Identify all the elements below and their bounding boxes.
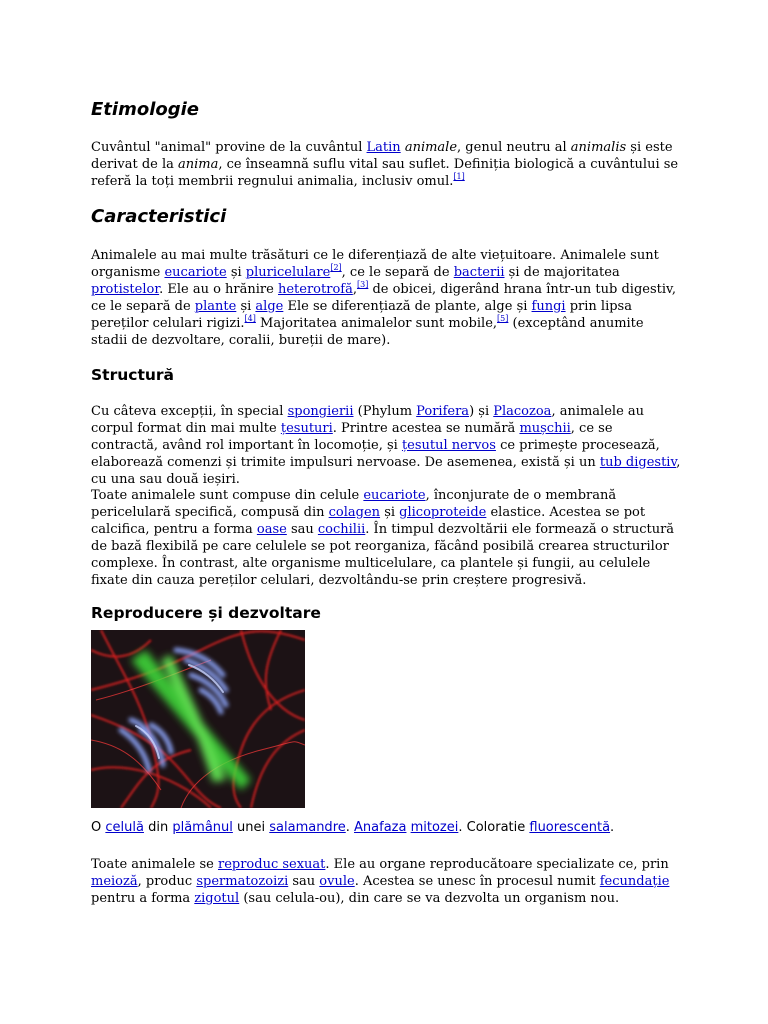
text: O <box>91 820 106 835</box>
link-protistelor[interactable]: protistelor <box>91 281 160 297</box>
heading-etimologie: Etimologie <box>91 99 199 120</box>
text: Toate animalele se <box>91 857 218 872</box>
link-pluricelulare[interactable]: pluricelulare <box>245 264 331 280</box>
text: Cuvântul "animal" provine de la cuvântul <box>91 140 367 155</box>
link-salamandre[interactable]: salamandre <box>269 820 346 835</box>
link-latin[interactable]: Latin <box>366 140 401 155</box>
text: și este derivat de la <box>91 140 673 172</box>
text: , ce se contractă, având rol important în locomoție, și <box>91 420 613 453</box>
term-animalis: animalis <box>570 140 627 155</box>
text: (exceptând anumite stadii de dezvoltare, coralii, bureții de mare). <box>91 315 644 348</box>
paragraph-reproducere <box>91 857 681 908</box>
link-fluorescenta[interactable]: fluorescentă <box>529 820 611 835</box>
citation-link[interactable]: [2] <box>330 262 342 272</box>
link-tesuturi[interactable]: țesuturi <box>280 420 333 436</box>
fluorescent-micrograph <box>91 630 305 808</box>
text: , ce înseamnă suflu vital sau suflet. Definiția biologică a cuvântului se referă la toți membrii regnului animalia, inclusiv omul. <box>91 156 679 189</box>
citation-link[interactable]: [1] <box>453 171 465 181</box>
citation-link[interactable]: [3] <box>356 279 369 289</box>
link-ovule[interactable]: ovule <box>319 873 355 889</box>
link-tesutul-nervos[interactable]: țesutul nervos <box>401 437 496 453</box>
text: (Phylum <box>353 404 417 419</box>
link-zigotul[interactable]: zigotul <box>194 890 240 906</box>
link-plamanul[interactable]: plămânul <box>172 820 233 835</box>
text: . În timpul dezvoltării ele formează o structură de bază flexibilă pe care celulele se pot reorganiza, făcând posibilă crearea structurilor complexe. În contrast, alte organisme multicelulare, ca plantele și fungii, au celulele fixate din cauza pereților celulari, dezvoltându-se prin creștere progresivă. <box>91 521 675 588</box>
fluorescent-cell-image <box>91 630 305 808</box>
text: , genul neutru al <box>457 140 571 155</box>
text: prin lipsa pereților celulari rigizi. <box>91 298 632 331</box>
link-eucariote-2[interactable]: eucariote <box>363 488 426 503</box>
text: , <box>352 281 357 297</box>
text: ) și <box>469 404 494 419</box>
text: , cu una sau două ieșiri. <box>91 454 681 487</box>
text: (sau celula-ou), din care se va dezvolta un organism nou. <box>239 890 620 906</box>
text: și de majoritatea <box>504 264 620 280</box>
paragraph-structura-1 <box>91 404 681 489</box>
text: . Coloratie <box>458 820 530 835</box>
link-celula[interactable]: celulă <box>105 820 144 835</box>
text: Majoritatea animalelor sunt mobile, <box>255 315 498 331</box>
link-plante[interactable]: plante <box>194 298 237 314</box>
text: și <box>226 264 246 280</box>
paragraph-etimologie <box>91 140 681 191</box>
text: pentru a forma <box>91 890 195 906</box>
link-porifera[interactable]: Porifera <box>416 404 470 419</box>
text: , animalele au corpul format din mai multe <box>91 404 645 436</box>
link-fecundatie[interactable]: fecundație <box>599 873 670 889</box>
text: și <box>236 298 256 314</box>
link-glicoproteide[interactable]: glicoproteide <box>399 504 487 520</box>
link-colagen[interactable]: colagen <box>328 504 381 520</box>
citation-link[interactable]: [5] <box>497 313 509 323</box>
text: sau <box>286 521 318 537</box>
text: , înconjurate de o membrană pericelulară specifică, compusă din <box>91 488 617 520</box>
citation-link[interactable]: [4] <box>244 313 256 323</box>
link-placozoa[interactable]: Placozoa <box>493 404 552 419</box>
link-anafaza[interactable]: Anafaza <box>354 820 407 835</box>
paragraph-caracteristici <box>91 248 681 349</box>
text: . Ele au o hrănire <box>159 281 278 297</box>
text: unei <box>232 820 270 835</box>
link-spermatozoizi[interactable]: spermatozoizi <box>196 873 289 889</box>
text: Cu câteva excepții, în special <box>91 404 288 419</box>
text: Animalele au mai multe trăsături ce le diferențiază de alte viețuitoare. Animalele sunt organisme <box>91 248 659 280</box>
link-heterotrofa[interactable]: heterotrofă <box>277 281 353 297</box>
text: și <box>380 504 400 520</box>
text: Toate animalele sunt compuse din celule <box>91 488 364 503</box>
text: . Printre acestea se numără <box>332 420 520 436</box>
link-spongierii[interactable]: spongierii <box>287 404 354 419</box>
link-fungi[interactable]: fungi <box>531 298 566 314</box>
figure-caption <box>91 820 691 836</box>
link-meioza[interactable]: meioză <box>91 873 138 889</box>
link-mitozei[interactable]: mitozei <box>410 820 459 835</box>
text: . <box>345 820 355 835</box>
text: elastice. Acestea se pot calcifica, pentru a forma <box>91 504 646 537</box>
link-muschii[interactable]: mușchii <box>519 420 571 436</box>
text: Ele se diferențiază de plante, alge și <box>283 298 532 314</box>
text: , ce le separă de <box>341 264 454 280</box>
link-bacterii[interactable]: bacterii <box>453 264 505 280</box>
text: , produc <box>137 873 197 889</box>
text: ce primește procesează, elaborează comenzi și trimite impulsuri nervoase. De asemenea, există și un <box>91 437 660 470</box>
text: de obicei, digerând hrana într-un tub digestiv, ce le separă de <box>91 281 676 314</box>
link-alge[interactable]: alge <box>255 298 284 314</box>
link-oase[interactable]: oase <box>256 521 287 537</box>
text: din <box>143 820 173 835</box>
text: sau <box>288 873 320 889</box>
heading-reproducere: Reproducere și dezvoltare <box>91 604 321 622</box>
text: . <box>610 820 615 835</box>
link-cochilii[interactable]: cochilii <box>317 521 366 537</box>
term-anima: anima <box>178 156 219 172</box>
text: . Acestea se unesc în procesul numit <box>354 873 600 889</box>
heading-caracteristici: Caracteristici <box>91 206 227 227</box>
link-reproduc-sexuat[interactable]: reproduc sexuat <box>217 857 326 872</box>
link-tub-digestiv[interactable]: tub digestiv <box>599 454 677 470</box>
heading-structura: Structură <box>91 366 174 384</box>
link-eucariote[interactable]: eucariote <box>164 264 227 280</box>
term-animale: animale <box>404 140 458 155</box>
text: . Ele au organe reproducătoare specializate ce, prin <box>325 857 669 872</box>
paragraph-structura-2 <box>91 488 681 589</box>
